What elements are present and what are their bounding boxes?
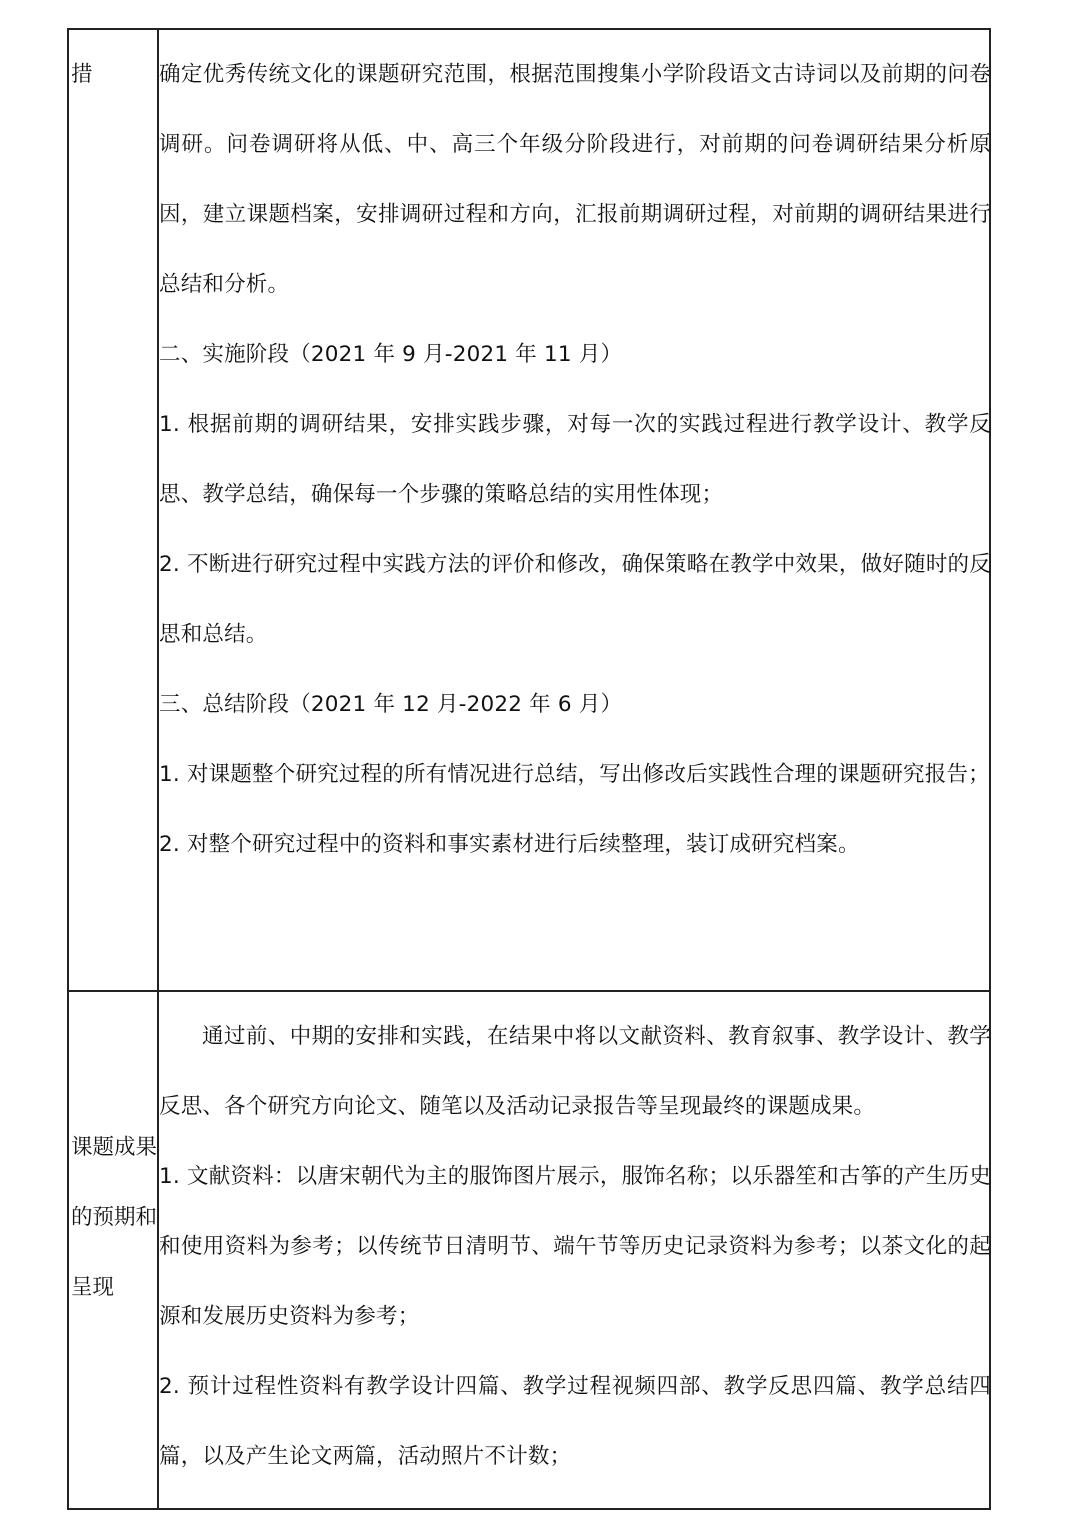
row1-paragraph: 二、实施阶段（2021 年 9 月-2021 年 11 月） — [159, 342, 623, 367]
plan-table — [67, 28, 991, 1510]
row2-paragraph: 2. 预计过程性资料有教学设计四篇、教学过程视频四部、教学反思四篇、教学总结四篇，以及产生论文两篇，活动照片不计数； — [159, 1374, 991, 1469]
row-divider — [69, 990, 989, 992]
row1-paragraph: 2. 对整个研究过程中的资料和事实素材进行后续整理，装订成研究档案。 — [159, 832, 860, 857]
row2-label: 课题成果的预期和呈现 — [71, 1135, 158, 1300]
row1-content — [159, 40, 991, 880]
row1-paragraph: 1. 对课题整个研究过程的所有情况进行总结，写出修改后实践性合理的课题研究报告； — [159, 762, 990, 787]
row1-label: 措 — [71, 62, 93, 87]
row1-paragraph: 三、总结阶段（2021 年 12 月-2022 年 6 月） — [159, 692, 623, 717]
row1-paragraph: 确定优秀传统文化的课题研究范围，根据范围搜集小学阶段语文古诗词以及前期的问卷调研。问卷调研将从低、中、高三个年级分阶段进行，对前期的问卷调研结果分析原因，建立课题档案，安排调研过程和方向，汇报前期调研过程，对前期的调研结果进行总结和分析。 — [159, 62, 991, 297]
row1-paragraph: 2. 不断进行研究过程中实践方法的评价和修改，确保策略在教学中效果，做好随时的反思和总结。 — [159, 552, 991, 647]
row2-content — [159, 1002, 991, 1492]
row1-paragraph: 1. 根据前期的调研结果，安排实践步骤，对每一次的实践过程进行教学设计、教学反思、教学总结，确保每一个步骤的策略总结的实用性体现； — [159, 412, 991, 507]
row2-paragraph: 通过前、中期的安排和实践，在结果中将以文献资料、教育叙事、教学设计、教学反思、各个研究方向论文、随笔以及活动记录报告等呈现最终的课题成果。 — [159, 1024, 991, 1119]
row2-paragraph: 1. 文献资料：以唐宋朝代为主的服饰图片展示，服饰名称；以乐器笙和古筝的产生历史和使用资料为参考；以传统节日清明节、端午节等历史记录资料为参考；以茶文化的起源和发展历史资料为参考； — [159, 1164, 991, 1329]
